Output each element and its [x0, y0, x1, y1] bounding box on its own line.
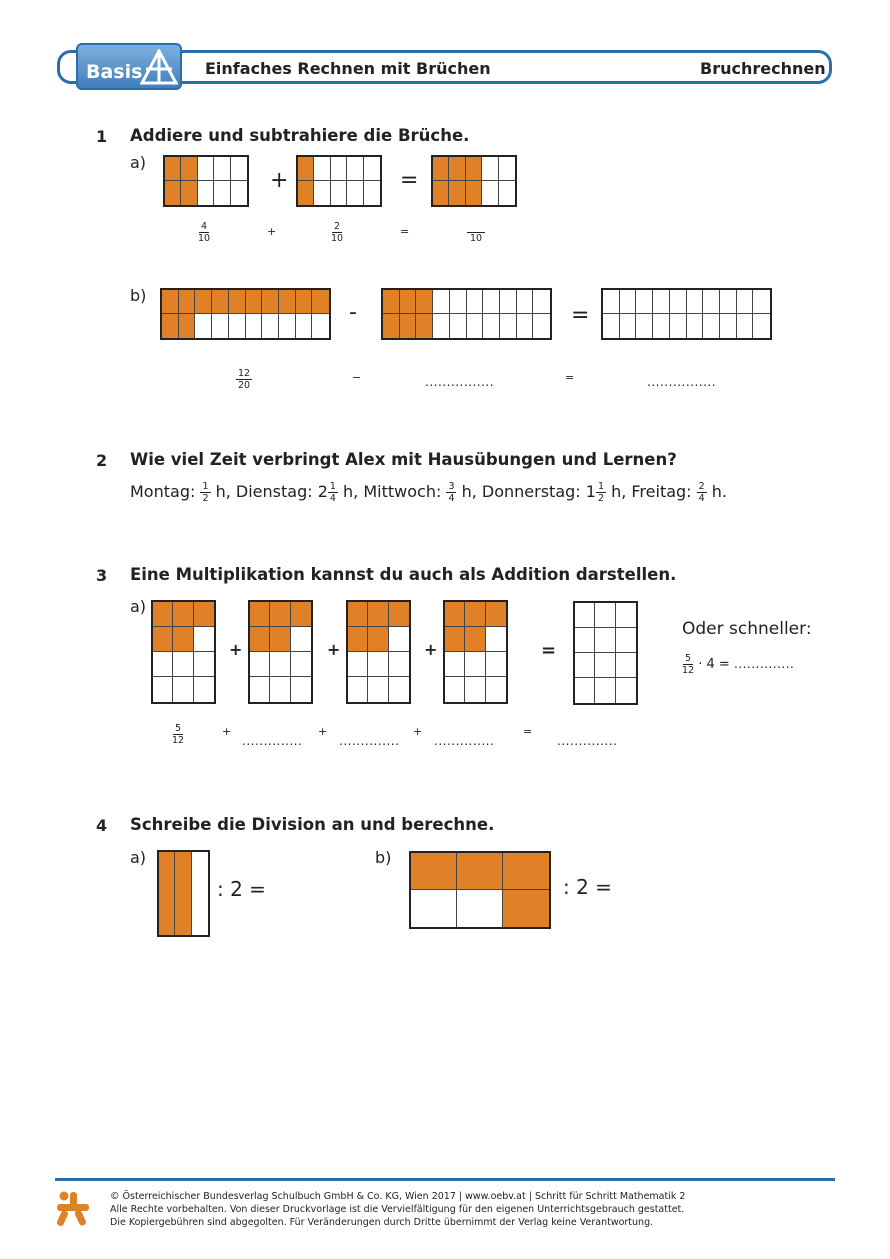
- fraction-grid-b1: [160, 288, 331, 340]
- grid-cell: [368, 652, 388, 677]
- task4-b-label: b): [375, 848, 392, 867]
- grid-cell: [670, 314, 687, 338]
- task4-a-label: a): [130, 848, 147, 867]
- grid-cell: [449, 157, 465, 181]
- fraction-3: $\frac{5}{12}$: [172, 723, 185, 746]
- grid-cell: [517, 314, 534, 338]
- grid-cell: [687, 290, 704, 314]
- grid-cell: [162, 314, 179, 338]
- grid-cell: [246, 290, 263, 314]
- grid-cell: [449, 181, 465, 205]
- grid-cells: [157, 850, 210, 937]
- grid-cell: [347, 157, 363, 181]
- multiplication-line: $\frac{5}{12}$ · 4 = ..............: [682, 653, 795, 676]
- grid-cells: [573, 601, 638, 705]
- grid-cell: [270, 677, 290, 702]
- grid-cell: [457, 853, 503, 890]
- grid-cell: [212, 290, 229, 314]
- grid-cell: [416, 314, 433, 338]
- grid-cell: [433, 290, 450, 314]
- grid-cell: [503, 890, 549, 927]
- grid-cell: [296, 314, 313, 338]
- grid-cell: [445, 677, 465, 702]
- day-time-4: Freitag: $\frac{2}{4}$ h.: [631, 481, 728, 504]
- grid-cell: [214, 157, 230, 181]
- grid-cell: [737, 314, 754, 338]
- grid-cell: [279, 290, 296, 314]
- grid-cell: [499, 157, 515, 181]
- grid-cell: [616, 603, 636, 628]
- grid-cell: [181, 181, 197, 205]
- grid-cell: [389, 677, 409, 702]
- fraction-grid-b3[interactable]: [601, 288, 772, 340]
- equals-sign-3: =: [541, 640, 557, 661]
- grid-cell: [153, 627, 173, 652]
- grid-cell: [483, 314, 500, 338]
- grid-cell: [383, 290, 400, 314]
- grid-cell: [433, 314, 450, 338]
- grid-cell: [246, 314, 263, 338]
- grid-cell: [179, 314, 196, 338]
- grid-cell: [445, 602, 465, 627]
- grid-cell: [198, 157, 214, 181]
- grid-cell: [753, 290, 770, 314]
- grid-cell: [595, 603, 615, 628]
- minus-sign-small: −: [352, 371, 362, 384]
- footer-line2: Alle Rechte vorbehalten. Von dieser Druckvorlage ist die Vervielfältigung für den eigenen Unterrichtsgebrauch gestattet.: [110, 1204, 685, 1215]
- grid-cell: [312, 314, 329, 338]
- day-time-2: Mittwoch: $\frac{3}{4}$ h,: [363, 481, 482, 504]
- answer-blank-3-3[interactable]: ..............: [434, 734, 495, 748]
- basis-logo: [76, 43, 182, 90]
- grid-cell: [500, 314, 517, 338]
- grid-cell: [595, 653, 615, 678]
- grid-cell: [195, 314, 212, 338]
- grid-cell: [482, 157, 498, 181]
- grid-cell: [670, 290, 687, 314]
- day-fraction: $\frac{1}{4}$: [329, 481, 336, 504]
- grid-cell: [465, 652, 485, 677]
- grid-cell: [517, 290, 534, 314]
- grid-cell: [175, 852, 191, 935]
- grid-cell: [153, 652, 173, 677]
- day-fraction: $\frac{3}{4}$: [448, 481, 455, 504]
- grid-cells: [409, 851, 551, 929]
- task2-title: Wie viel Zeit verbringt Alex mit Hausübungen und Lernen?: [130, 450, 677, 469]
- grid-cell: [636, 314, 653, 338]
- fraction-a-result[interactable]: 10: [467, 221, 485, 244]
- grid-cells: [431, 155, 517, 207]
- day-time-3: Donnerstag: 1 $\frac{1}{2}$ h,: [481, 481, 632, 504]
- grid-cell: [291, 627, 311, 652]
- grid-cell: [445, 627, 465, 652]
- fraction-grid-4a: [157, 850, 210, 937]
- grid-cell: [296, 290, 313, 314]
- grid-cells: [151, 600, 216, 704]
- grid-cell: [368, 677, 388, 702]
- plus-sign-3-3: +: [424, 640, 438, 659]
- grid-cell: [595, 678, 615, 703]
- task2-number: 2: [96, 451, 108, 470]
- grid-cell: [173, 602, 193, 627]
- task3-a-label: a): [130, 597, 147, 616]
- grid-cell: [153, 677, 173, 702]
- grid-cells: [601, 288, 772, 340]
- grid-cell: [250, 652, 270, 677]
- grid-cells: [443, 600, 508, 704]
- grid-cell: [348, 627, 368, 652]
- grid-cell: [616, 653, 636, 678]
- grid-cell: [250, 677, 270, 702]
- grid-cell: [192, 852, 208, 935]
- grid-cell: [331, 157, 347, 181]
- day-fraction: $\frac{1}{2}$: [597, 481, 604, 504]
- grid-cell: [291, 652, 311, 677]
- grid-cell: [165, 181, 181, 205]
- oebv-logo-icon: [55, 1190, 91, 1228]
- grid-cell: [533, 290, 550, 314]
- fraction-grid-4b: [409, 851, 551, 929]
- plus-small-2: +: [318, 725, 328, 738]
- grid-cell: [465, 627, 485, 652]
- grid-cell: [616, 628, 636, 653]
- grid-cell: [173, 652, 193, 677]
- grid-cell: [214, 181, 230, 205]
- grid-cell: [368, 627, 388, 652]
- grid-cell: [457, 890, 503, 927]
- grid-cell: [270, 652, 290, 677]
- answer-blank-3-4[interactable]: ..............: [557, 734, 618, 748]
- equals-sign-b: =: [571, 303, 590, 328]
- task3-number: 3: [96, 566, 108, 585]
- grid-cell: [298, 157, 314, 181]
- grid-cell: [533, 314, 550, 338]
- grid-cell: [486, 627, 506, 652]
- day-time-1: Dienstag: 2 $\frac{1}{4}$ h,: [235, 481, 364, 504]
- grid-cell: [195, 290, 212, 314]
- grid-cell: [298, 181, 314, 205]
- fraction-grid-a1: [163, 155, 249, 207]
- division-b: : 2 =: [563, 875, 612, 899]
- grid-cell: [389, 602, 409, 627]
- grid-cell: [159, 852, 175, 935]
- grid-cell: [347, 181, 363, 205]
- task1-title: Addiere und subtrahiere die Brüche.: [130, 126, 470, 145]
- grid-cell: [364, 157, 380, 181]
- grid-cell: [212, 314, 229, 338]
- fraction-grid-b2: [381, 288, 552, 340]
- footer-line: [55, 1178, 835, 1181]
- fraction-grid-3-3: [346, 600, 411, 704]
- plus-small-1: +: [222, 725, 232, 738]
- grid-cell: [445, 652, 465, 677]
- answer-blank-3-1[interactable]: ..............: [242, 734, 303, 748]
- grid-cell: [466, 157, 482, 181]
- fraction-grid-3-1: [151, 600, 216, 704]
- grid-cell: [165, 157, 181, 181]
- equals-sign-small-b: =: [565, 371, 575, 384]
- day-fraction: $\frac{1}{2}$: [202, 481, 209, 504]
- answer-blank-mult[interactable]: ..............: [733, 657, 795, 671]
- plus-sign-small: +: [267, 225, 277, 238]
- grid-cell: [703, 314, 720, 338]
- plus-sign-3-2: +: [327, 640, 341, 659]
- grid-cell: [620, 290, 637, 314]
- grid-cell: [194, 652, 214, 677]
- grid-cell: [194, 602, 214, 627]
- grid-cells: [381, 288, 552, 340]
- grid-cell: [500, 290, 517, 314]
- fraction-grid-3-4: [443, 600, 508, 704]
- grid-cell: [575, 653, 595, 678]
- grid-cell: [389, 652, 409, 677]
- triangle-icon: [140, 49, 178, 85]
- answer-blank-b1[interactable]: ................: [425, 375, 495, 389]
- answer-blank-3-2[interactable]: ..............: [339, 734, 400, 748]
- footer-text: [110, 1190, 685, 1229]
- fraction-grid-a3: [431, 155, 517, 207]
- task1-number: 1: [96, 127, 108, 146]
- grid-cell: [389, 627, 409, 652]
- answer-blank-b2[interactable]: ................: [647, 375, 717, 389]
- equals-small-3: =: [523, 725, 533, 738]
- grid-cell: [687, 314, 704, 338]
- grid-cell: [279, 314, 296, 338]
- grid-cell: [653, 314, 670, 338]
- division-a: : 2 =: [217, 877, 266, 901]
- grid-cell: [416, 290, 433, 314]
- grid-cell: [411, 853, 457, 890]
- grid-cell: [314, 157, 330, 181]
- fraction-grid-a2: [296, 155, 382, 207]
- page-title: Einfaches Rechnen mit Brüchen: [205, 59, 491, 78]
- footer-line3: Die Kopiergebühren sind abgegolten. Für Veränderungen durch Dritte übernimmt der Verlag keine Verantwortung.: [110, 1217, 654, 1228]
- grid-cell: [467, 290, 484, 314]
- grid-cell: [653, 290, 670, 314]
- grid-cell: [450, 314, 467, 338]
- grid-cell: [250, 627, 270, 652]
- footer-line1: © Österreichischer Bundesverlag Schulbuch GmbH & Co. KG, Wien 2017 | www.oebv.at | Schritt für Schritt Mathematik 2: [110, 1191, 686, 1202]
- grid-cell: [194, 627, 214, 652]
- grid-cell: [465, 602, 485, 627]
- grid-cells: [163, 155, 249, 207]
- grid-cell: [181, 157, 197, 181]
- plus-small-3: +: [413, 725, 423, 738]
- day-time-0: Montag: $\frac{1}{2}$ h,: [130, 481, 236, 504]
- grid-cell: [603, 314, 620, 338]
- grid-cells: [346, 600, 411, 704]
- grid-cell: [291, 677, 311, 702]
- grid-cell: [270, 602, 290, 627]
- grid-cell: [173, 627, 193, 652]
- grid-cell: [503, 853, 549, 890]
- grid-cell: [153, 602, 173, 627]
- grid-cell: [483, 290, 500, 314]
- fraction-grid-3-2: [248, 600, 313, 704]
- fraction-b1: $\frac{12}{20}$: [238, 368, 251, 391]
- task1-b-label: b): [130, 286, 147, 305]
- grid-cell: [620, 314, 637, 338]
- grid-cell: [162, 290, 179, 314]
- grid-cell: [312, 290, 329, 314]
- grid-cell: [348, 602, 368, 627]
- grid-cell: [433, 181, 449, 205]
- grid-cell: [720, 314, 737, 338]
- grid-cells: [160, 288, 331, 340]
- grid-cell: [575, 678, 595, 703]
- grid-cell: [486, 677, 506, 702]
- grid-cells: [296, 155, 382, 207]
- grid-cell: [636, 290, 653, 314]
- grid-cell: [575, 628, 595, 653]
- grid-cell: [411, 890, 457, 927]
- grid-cells: [248, 600, 313, 704]
- grid-cell: [194, 677, 214, 702]
- faster-label: Oder schneller:: [682, 619, 812, 639]
- grid-cell: [465, 677, 485, 702]
- grid-cell: [450, 290, 467, 314]
- fraction-grid-3-result[interactable]: [573, 601, 638, 705]
- grid-cell: [231, 181, 247, 205]
- grid-cell: [400, 290, 417, 314]
- grid-cell: [486, 602, 506, 627]
- grid-cell: [720, 290, 737, 314]
- task4-number: 4: [96, 816, 108, 835]
- minus-sign: -: [349, 300, 357, 325]
- fraction-a2: $\frac{2}{10}$: [331, 221, 344, 244]
- plus-sign-3-1: +: [229, 640, 243, 659]
- grid-cell: [575, 603, 595, 628]
- basis-badge: Basis: [86, 61, 143, 83]
- grid-cell: [703, 290, 720, 314]
- grid-cell: [595, 628, 615, 653]
- task1-a-label: a): [130, 153, 147, 172]
- grid-cell: [467, 314, 484, 338]
- grid-cell: [270, 627, 290, 652]
- grid-cell: [499, 181, 515, 205]
- grid-cell: [229, 290, 246, 314]
- grid-cell: [179, 290, 196, 314]
- grid-cell: [229, 314, 246, 338]
- task3-title: Eine Multiplikation kannst du auch als Addition darstellen.: [130, 565, 677, 584]
- grid-cell: [348, 677, 368, 702]
- task4-title: Schreibe die Division an und berechne.: [130, 815, 495, 834]
- grid-cell: [262, 290, 279, 314]
- grid-cell: [291, 602, 311, 627]
- fraction-a1: $\frac{4}{10}$: [198, 221, 211, 244]
- grid-cell: [348, 652, 368, 677]
- grid-cell: [364, 181, 380, 205]
- grid-cell: [383, 314, 400, 338]
- grid-cell: [466, 181, 482, 205]
- topic-title: Bruchrechnen: [700, 59, 826, 78]
- grid-cell: [433, 157, 449, 181]
- grid-cell: [314, 181, 330, 205]
- grid-cell: [486, 652, 506, 677]
- grid-cell: [262, 314, 279, 338]
- equals-sign: =: [400, 168, 419, 193]
- grid-cell: [173, 677, 193, 702]
- grid-cell: [603, 290, 620, 314]
- grid-cell: [231, 157, 247, 181]
- grid-cell: [331, 181, 347, 205]
- day-fraction: $\frac{2}{4}$: [698, 481, 705, 504]
- grid-cell: [368, 602, 388, 627]
- grid-cell: [400, 314, 417, 338]
- grid-cell: [482, 181, 498, 205]
- grid-cell: [753, 314, 770, 338]
- plus-sign: +: [270, 168, 289, 193]
- times-line: [130, 481, 727, 504]
- grid-cell: [250, 602, 270, 627]
- grid-cell: [616, 678, 636, 703]
- equals-sign-small: =: [400, 225, 410, 238]
- grid-cell: [737, 290, 754, 314]
- grid-cell: [198, 181, 214, 205]
